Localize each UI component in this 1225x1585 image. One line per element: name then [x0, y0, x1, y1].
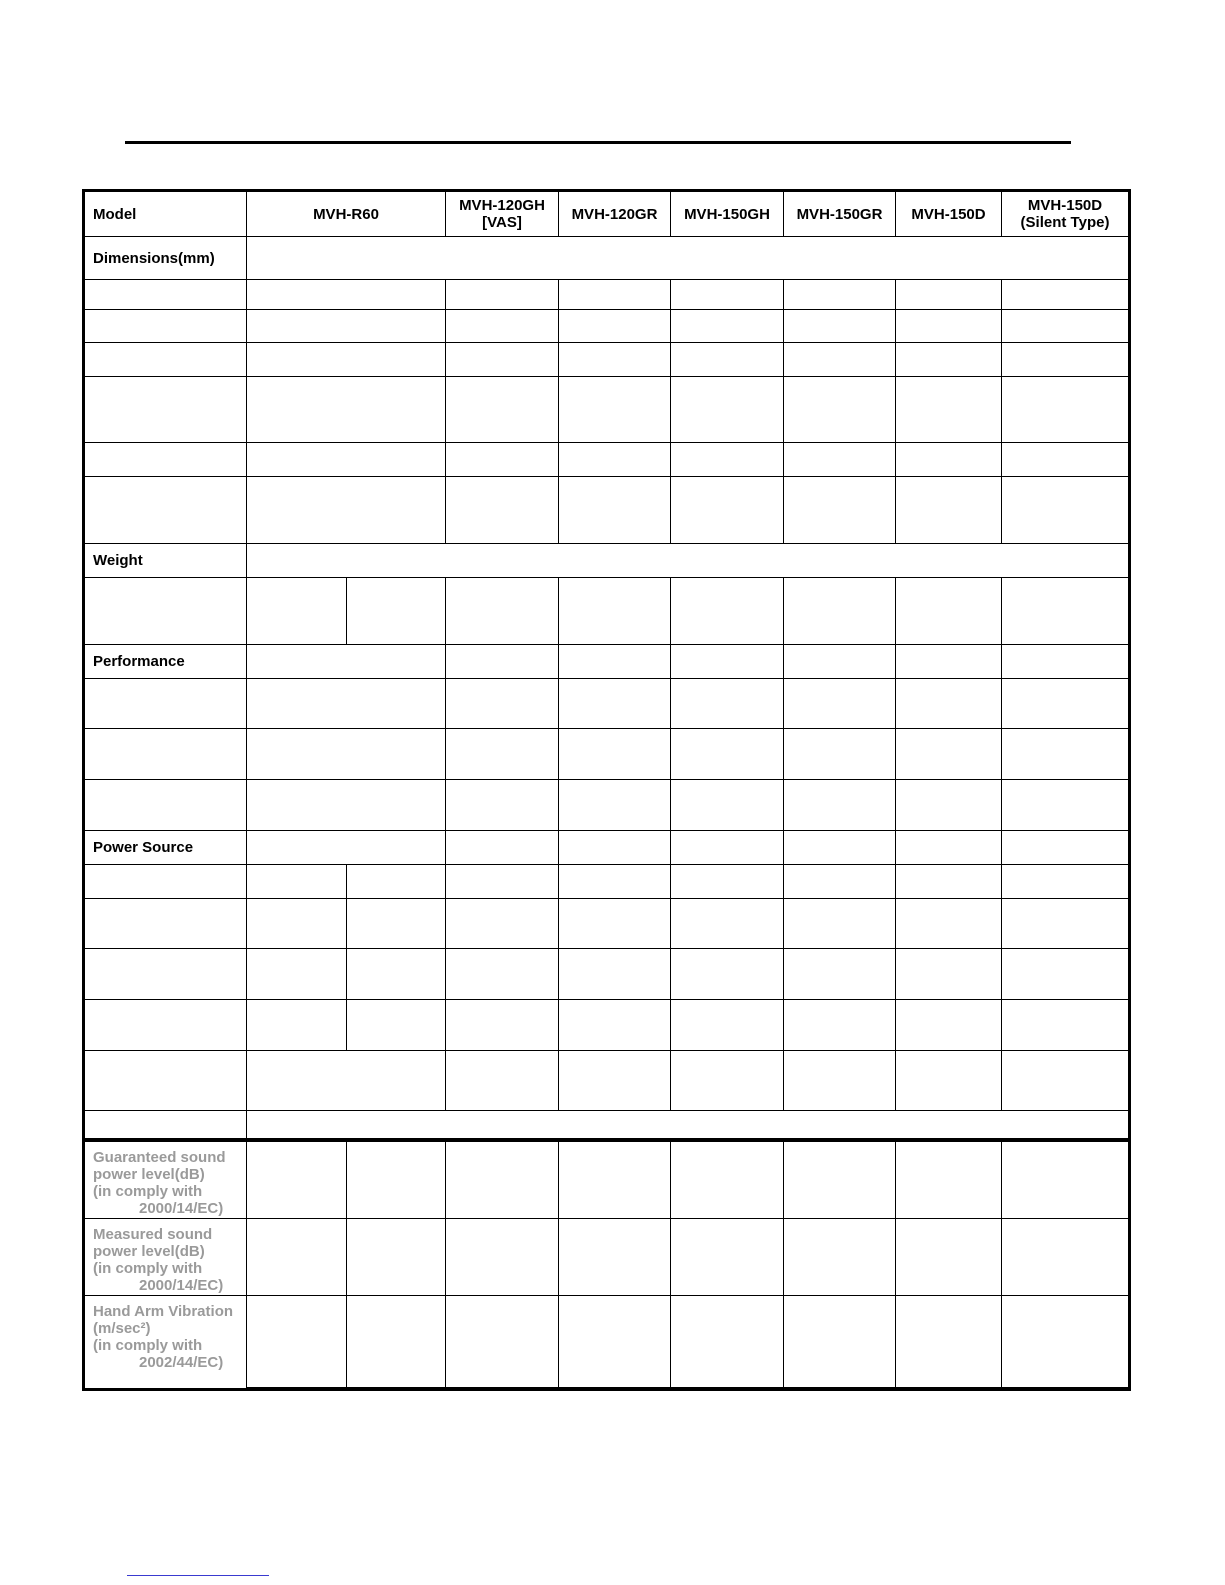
empty-cell [559, 865, 671, 899]
empty-cell [896, 645, 1002, 679]
empty-cell [85, 949, 247, 1000]
empty-cell [247, 477, 446, 544]
empty-cell [1002, 865, 1128, 899]
empty-cell [896, 377, 1002, 443]
empty-cell [85, 443, 247, 477]
empty-cell [671, 1000, 784, 1051]
empty-cell [784, 1296, 896, 1388]
empty-cell [1002, 899, 1128, 949]
empty-cell [247, 949, 347, 1000]
empty-cell [85, 343, 247, 377]
empty-cell [347, 949, 446, 1000]
empty-cell [247, 729, 446, 780]
specification-table [82, 189, 1131, 1391]
empty-cell [784, 645, 896, 679]
empty-cell [1002, 443, 1128, 477]
empty-cell [85, 280, 247, 310]
empty-cell [1002, 310, 1128, 343]
empty-cell [784, 1051, 896, 1111]
empty-cell [559, 1139, 671, 1219]
empty-cell [247, 237, 1128, 280]
empty-cell [559, 310, 671, 343]
empty-cell [347, 1000, 446, 1051]
empty-cell [784, 280, 896, 310]
empty-cell [85, 780, 247, 831]
empty-cell [85, 477, 247, 544]
empty-cell [446, 1051, 559, 1111]
empty-cell [559, 831, 671, 865]
empty-cell [896, 949, 1002, 1000]
empty-cell [784, 1139, 896, 1219]
empty-cell [446, 1219, 559, 1296]
empty-cell [446, 343, 559, 377]
hand-arm-vibration-label: Hand Arm Vibration (m/sec²) (in comply with 2002/44/EC) [85, 1296, 247, 1388]
empty-cell [1002, 377, 1128, 443]
empty-cell [247, 544, 1128, 578]
empty-cell [1002, 343, 1128, 377]
empty-cell [671, 1219, 784, 1296]
empty-cell [784, 443, 896, 477]
empty-cell [784, 729, 896, 780]
empty-cell [784, 679, 896, 729]
empty-cell [247, 377, 446, 443]
empty-cell [247, 1051, 446, 1111]
empty-cell [1002, 1219, 1128, 1296]
empty-cell [347, 578, 446, 645]
empty-cell [446, 899, 559, 949]
section-dimensions: Dimensions(mm) [85, 237, 247, 280]
empty-cell [446, 831, 559, 865]
empty-cell [247, 1296, 347, 1388]
model-mvh-150gh: MVH-150GH [671, 192, 784, 237]
empty-cell [784, 1219, 896, 1296]
empty-cell [85, 377, 247, 443]
empty-cell [247, 831, 446, 865]
empty-cell [784, 780, 896, 831]
section-performance: Performance [85, 645, 247, 679]
empty-cell [247, 1000, 347, 1051]
empty-cell [446, 443, 559, 477]
empty-cell [896, 578, 1002, 645]
empty-cell [1002, 679, 1128, 729]
empty-cell [671, 343, 784, 377]
empty-cell [896, 310, 1002, 343]
empty-cell [446, 780, 559, 831]
empty-cell [559, 729, 671, 780]
empty-cell [784, 477, 896, 544]
empty-cell [446, 1000, 559, 1051]
section-weight: Weight [85, 544, 247, 578]
empty-cell [671, 280, 784, 310]
empty-cell [896, 780, 1002, 831]
empty-cell [1002, 1296, 1128, 1388]
empty-cell [671, 949, 784, 1000]
empty-cell [347, 1296, 446, 1388]
empty-cell [446, 280, 559, 310]
empty-cell [247, 310, 446, 343]
empty-cell [671, 310, 784, 343]
empty-cell [896, 1000, 1002, 1051]
empty-cell [247, 343, 446, 377]
empty-cell [559, 679, 671, 729]
empty-cell [85, 729, 247, 780]
empty-cell [446, 679, 559, 729]
empty-cell [247, 645, 446, 679]
model-mvh-r60: MVH-R60 [247, 192, 446, 237]
empty-cell [446, 578, 559, 645]
empty-cell [559, 899, 671, 949]
empty-cell [559, 1000, 671, 1051]
empty-cell [559, 578, 671, 645]
measured-sound-label: Measured sound power level(dB) (in comply with 2000/14/EC) [85, 1219, 247, 1296]
empty-cell [446, 377, 559, 443]
empty-cell [559, 1296, 671, 1388]
empty-cell [446, 865, 559, 899]
model-mvh-150gr: MVH-150GR [784, 192, 896, 237]
empty-cell [896, 729, 1002, 780]
empty-cell [559, 280, 671, 310]
empty-cell [784, 310, 896, 343]
empty-cell [671, 477, 784, 544]
guaranteed-sound-label: Guaranteed sound power level(dB) (in comply with 2000/14/EC) [85, 1139, 247, 1219]
title-rule [125, 141, 1071, 144]
model-mvh-150d-silent: MVH-150D (Silent Type) [1002, 192, 1128, 237]
empty-cell [1002, 477, 1128, 544]
empty-cell [247, 865, 347, 899]
empty-cell [671, 831, 784, 865]
empty-cell [1002, 1000, 1128, 1051]
empty-cell [896, 477, 1002, 544]
empty-cell [85, 1111, 247, 1139]
empty-cell [896, 865, 1002, 899]
empty-cell [896, 1296, 1002, 1388]
empty-cell [247, 578, 347, 645]
empty-cell [1002, 1139, 1128, 1219]
empty-cell [671, 1051, 784, 1111]
empty-cell [559, 477, 671, 544]
empty-cell [347, 899, 446, 949]
empty-cell [671, 578, 784, 645]
empty-cell [1002, 1051, 1128, 1111]
model-mvh-150d: MVH-150D [896, 192, 1002, 237]
empty-cell [896, 679, 1002, 729]
empty-cell [1002, 831, 1128, 865]
empty-cell [1002, 780, 1128, 831]
empty-cell [559, 1219, 671, 1296]
empty-cell [247, 1219, 347, 1296]
empty-cell [446, 949, 559, 1000]
empty-cell [896, 280, 1002, 310]
empty-cell [446, 1139, 559, 1219]
empty-cell [85, 1000, 247, 1051]
empty-cell [247, 280, 446, 310]
empty-cell [446, 1296, 559, 1388]
empty-cell [784, 578, 896, 645]
empty-cell [247, 679, 446, 729]
empty-cell [1002, 645, 1128, 679]
empty-cell [784, 343, 896, 377]
empty-cell [896, 831, 1002, 865]
empty-cell [347, 865, 446, 899]
empty-cell [671, 645, 784, 679]
empty-cell [784, 831, 896, 865]
empty-cell [896, 1219, 1002, 1296]
empty-cell [446, 310, 559, 343]
empty-cell [85, 679, 247, 729]
empty-cell [896, 343, 1002, 377]
empty-cell [671, 865, 784, 899]
empty-cell [559, 343, 671, 377]
empty-cell [85, 310, 247, 343]
empty-cell [559, 377, 671, 443]
model-mvh-120gh-vas: MVH-120GH [VAS] [446, 192, 559, 237]
model-mvh-120gr: MVH-120GR [559, 192, 671, 237]
empty-cell [85, 578, 247, 645]
empty-cell [671, 729, 784, 780]
empty-cell [247, 1111, 1128, 1139]
empty-cell [671, 1296, 784, 1388]
model-label: Model [85, 192, 247, 237]
empty-cell [896, 443, 1002, 477]
empty-cell [559, 1051, 671, 1111]
empty-cell [671, 899, 784, 949]
empty-cell [784, 1000, 896, 1051]
section-power-source: Power Source [85, 831, 247, 865]
empty-cell [784, 899, 896, 949]
empty-cell [671, 443, 784, 477]
empty-cell [671, 780, 784, 831]
empty-cell [247, 899, 347, 949]
empty-cell [446, 477, 559, 544]
empty-cell [247, 443, 446, 477]
empty-cell [347, 1219, 446, 1296]
empty-cell [85, 1051, 247, 1111]
empty-cell [247, 780, 446, 831]
empty-cell [85, 899, 247, 949]
empty-cell [671, 1139, 784, 1219]
empty-cell [896, 1051, 1002, 1111]
empty-cell [784, 949, 896, 1000]
empty-cell [671, 377, 784, 443]
empty-cell [347, 1139, 446, 1219]
empty-cell [1002, 280, 1128, 310]
empty-cell [559, 645, 671, 679]
empty-cell [1002, 729, 1128, 780]
empty-cell [446, 729, 559, 780]
empty-cell [671, 679, 784, 729]
empty-cell [784, 865, 896, 899]
empty-cell [559, 780, 671, 831]
empty-cell [85, 865, 247, 899]
empty-cell [896, 899, 1002, 949]
empty-cell [446, 645, 559, 679]
empty-cell [559, 443, 671, 477]
empty-cell [247, 1139, 347, 1219]
footer-link-underline [127, 1575, 269, 1576]
empty-cell [1002, 949, 1128, 1000]
empty-cell [784, 377, 896, 443]
empty-cell [559, 949, 671, 1000]
empty-cell [1002, 578, 1128, 645]
empty-cell [896, 1139, 1002, 1219]
